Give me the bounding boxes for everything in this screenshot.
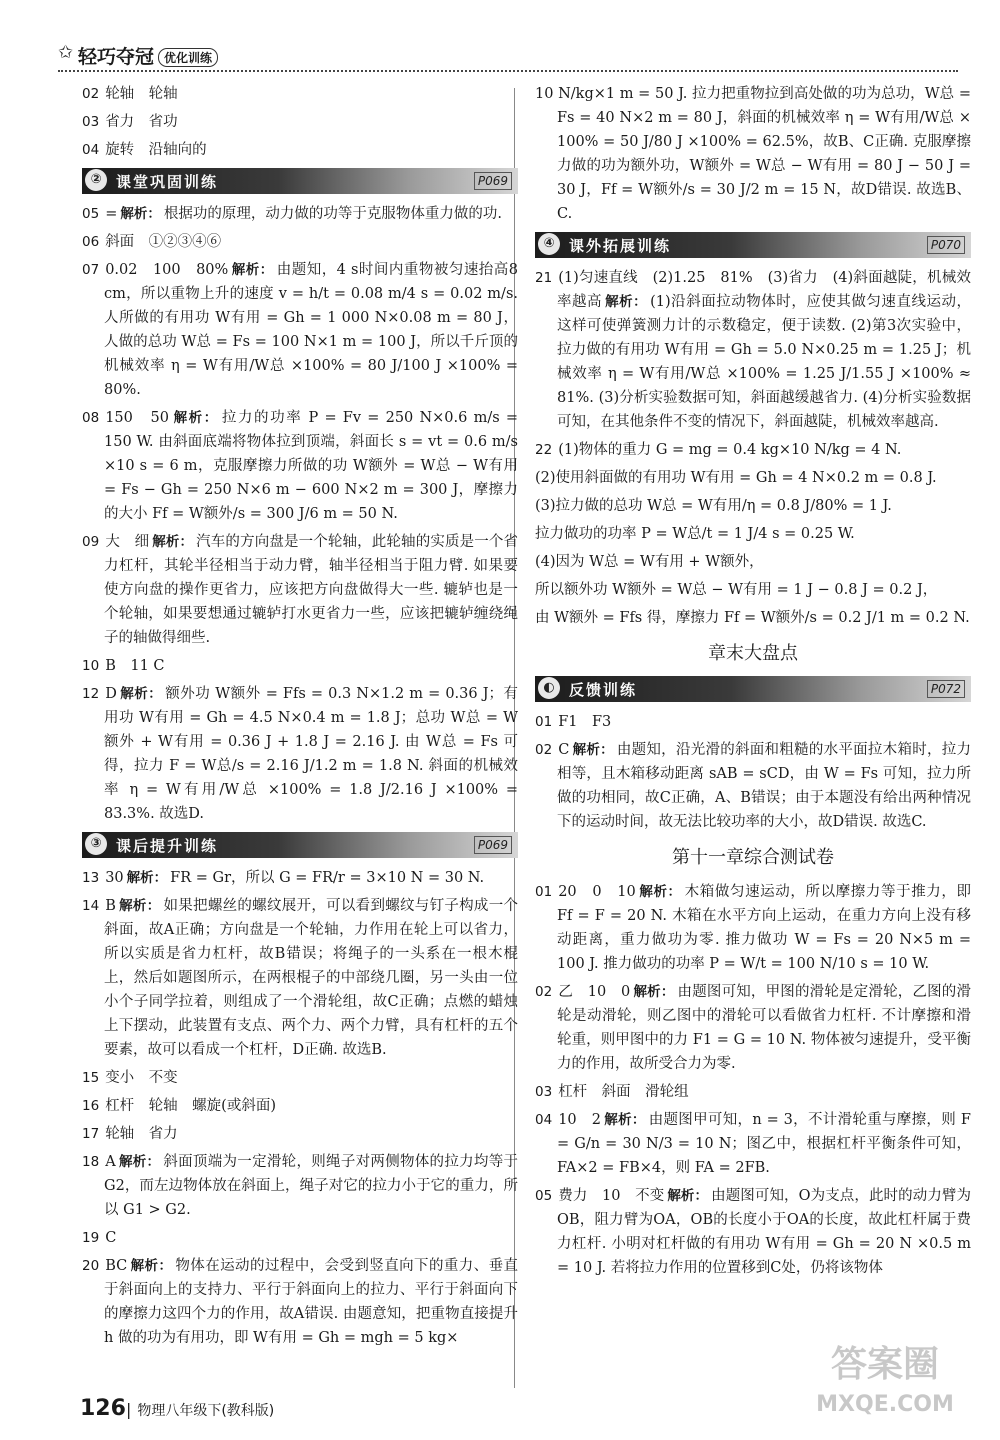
chapter-title: 章末大盘点 [708, 643, 798, 664]
analysis-text: 木箱做匀速运动，所以摩擦力等于推力，即 Ff = F = 20 N. 木箱在水平方向上运动，在重力方向上没有移动距离，重力做功为零. 推力做功 W = Fs = 20 N×5 m = 100 J. 推力做功的功率 P = W/t = 100 N/10 s = 10 W. [557, 884, 972, 972]
section-page-ref: P069 [474, 172, 512, 190]
analysis-text: 由题图可知，O为支点，此时的动力臂为OB，阻力臂为OA，OB的长度小于OA的长度，故此杠杆属于费力杠杆. 小明对杠杆做的有用功 W有用 = Gh = 20 N ×0.5 m = 10 J. 若将拉力作用的位置移到C处，仍将该物体 [557, 1188, 971, 1276]
analysis-label: 解析： [130, 1258, 173, 1274]
watermark-line2: MXQE.COM [816, 1392, 954, 1417]
answer-text: C [558, 742, 570, 758]
section-title: 反馈训练 [569, 681, 638, 699]
answer-text: 10 2 [558, 1112, 601, 1128]
answer-item [535, 738, 971, 834]
answer-item [82, 1226, 518, 1250]
answer-item [82, 138, 518, 162]
page-header [58, 42, 958, 76]
answer-text: 轮轴 轮轴 [105, 86, 178, 102]
answer-text: D [105, 686, 117, 702]
brand-badge: 优化训练 [158, 48, 218, 67]
answer-item [535, 578, 971, 602]
section-title: 课后提升训练 [116, 837, 219, 855]
answer-item [82, 1254, 518, 1350]
answer-item [82, 1066, 518, 1090]
answer-text: 轮轴 省力 [105, 1126, 178, 1142]
answer-text: = [105, 206, 118, 222]
page-number: 126 [80, 1396, 126, 1421]
section-page-ref: P072 [927, 680, 965, 698]
answer-number: 01 [535, 884, 553, 900]
answer-text: (4)因为 W总 = W有用 + W额外， [535, 554, 764, 570]
answer-item [535, 1184, 971, 1280]
answer-text: 10 N/kg×1 m = 50 J. 拉力把重物拉到高处做的功为总功，W总 = Fs = 40 N×2 m = 80 J，斜面的机械效率 η = W有用/W总 × 100% = 50 J/80 J ×100% = 62.5%，故B、C正确. 克服摩擦力做的功为额外功，W额外 = W总 − W有用 = 80 J − 50 J = 30 J，Ff = W额外/s = 30 J/2 m = 15 N，故D错误. 故选B、C. [535, 86, 971, 222]
answer-text: 大 细 [105, 534, 150, 550]
analysis-label: 解析： [633, 984, 675, 1000]
answer-item [535, 266, 971, 434]
answer-item [82, 654, 518, 678]
analysis-label: 解析： [118, 1154, 161, 1170]
answer-number: 03 [535, 1084, 553, 1100]
chapter-title: 第十一章综合测试卷 [672, 847, 834, 868]
answer-number: 06 [82, 234, 100, 250]
analysis-label: 解析： [172, 410, 219, 426]
answer-number: 17 [82, 1126, 100, 1142]
answer-text: 费力 10 不变 [558, 1188, 665, 1204]
analysis-text: 由题知，沿光滑的斜面和粗糙的水平面拉木箱时，拉力相等，且木箱移动距离 sAB = sCD，由 W = Fs 可知，拉力所做的功相同，故C正确，A、B错误；由于本题没有给出两种情况下的运动时间，故无法比较功率的大小，故D错误. 故选C. [557, 742, 972, 830]
answer-item [535, 606, 971, 630]
answer-number: 13 [82, 870, 100, 886]
page-footer: 126| 物理八年级下(教科版) [80, 1396, 275, 1421]
section-band [535, 232, 971, 258]
answer-number: 20 [82, 1258, 100, 1274]
answer-item [82, 258, 518, 402]
answer-item [535, 550, 971, 574]
analysis-text: (1)沿斜面拉动物体时，应使其做匀速直线运动，这样可使弹簧测力计的示数稳定，便于读数. (2)第3次实验中，拉力做的有用功 W有用 = Gh = 5.0 N×0.25 m = 1.25 J；机械效率 η = W有用/W总 ×100% = 1.25 J/1.55 J ×100% ≈ 81%. (3)分析实验数据可知，斜面越缓越省力. (4)分析实验数据可知，在其他条件不变的情况下，斜面越陡，机械效率越高. [557, 294, 972, 430]
answer-item [82, 82, 518, 106]
answer-number: 02 [82, 86, 100, 102]
header-rule [58, 70, 958, 72]
section-band [82, 832, 518, 858]
analysis-label: 解析： [603, 1112, 646, 1128]
section-number-icon: ④ [538, 233, 560, 255]
answer-text: (2)使用斜面做的有用功 W有用 = Gh = 4 N×0.2 m = 0.8 J. [535, 470, 937, 486]
section-page-ref: P070 [927, 236, 965, 254]
answer-item [535, 438, 971, 462]
answer-text: 30 [105, 870, 124, 886]
answer-number: 01 [535, 714, 553, 730]
answer-item [82, 866, 518, 890]
analysis-label: 解析： [118, 898, 161, 914]
answer-text: A [105, 1154, 116, 1170]
section-number-icon: ③ [85, 833, 107, 855]
answer-text: 乙 10 0 [558, 984, 631, 1000]
answer-text: 由 W额外 = Ffs 得，摩擦力 Ff = W额外/s = 0.2 J/1 m = 0.2 N. [535, 610, 970, 626]
answer-item [535, 980, 971, 1076]
analysis-text: 拉力的功率 P = Fv = 250 N×0.6 m/s = 150 W. 由斜面底端将物体拉到顶端，斜面长 s = vt = 0.6 m/s ×10 s = 6 m，克服摩擦力所做的功 W额外 = W总 − W有用 = Fs − Gh = 250 N×6 m − 600 N×2 m = 300 J，摩擦力的大小 Ff = W额外/s = 300 J/6 m = 50 N. [104, 410, 518, 522]
answer-item [82, 530, 518, 650]
answer-number: 14 [82, 898, 100, 914]
answer-number: 15 [82, 1070, 100, 1086]
answer-text: 所以额外功 W额外 = W总 − W有用 = 1 J − 0.8 J = 0.2 J， [535, 582, 938, 598]
answer-text: 斜面 ①②③④⑥ [105, 234, 222, 250]
answer-text: 拉力做功的功率 P = W总/t = 1 J/4 s = 0.25 W. [535, 526, 855, 542]
answer-text: 杠杆 斜面 滑轮组 [558, 1084, 689, 1100]
answer-item [535, 494, 971, 518]
answer-text: BC [105, 1258, 128, 1274]
analysis-text: 斜面顶端为一定滑轮，则绳子对两侧物体的拉力均等于 G2，而左边物体放在斜面上，绳子对它的拉力小于它的重力，所以 G1 > G2. [104, 1154, 519, 1218]
section-number-icon: ◐ [538, 677, 560, 699]
answer-number: 12 [82, 686, 100, 702]
section-title: 课外拓展训练 [569, 237, 672, 255]
book-title: 物理八年级下(教科版) [137, 1403, 275, 1419]
answer-item [82, 110, 518, 134]
analysis-text: 如果把螺丝的螺纹展开，可以看到螺纹与钉子构成一个斜面，故A正确；方向盘是一个轮轴，力作用在轮上可以省力，所以实质是省力杠杆，故B错误；将绳子的一头系在一根木棍上，然后如题图所示，在两根棍子的中部绕几圈，另一头由一位小个子同学拉着，则组成了一个滑轮组，故C正确；点燃的蜡烛上下摆动，此装置有支点、两个力、两个力臂，具有杠杆的五个要素，故可以看成一个杠杆，D正确. 故选B. [104, 898, 519, 1058]
answer-number: 04 [535, 1112, 553, 1128]
answer-number: 04 [82, 142, 100, 158]
analysis-text: 汽车的方向盘是一个轮轴，此轮轴的实质是一个省力杠杆，其轮半径相当于动力臂，轴半径相当于阻力臂. 如果要使方向盘的操作更省力，应该把方向盘做得大一些. 辘轳也是一个轮轴，如果要想通过辘轳打水更省力一些，应该把辘轳缠绕绳子的轴做得细些. [104, 534, 519, 646]
analysis-label: 解析： [231, 262, 274, 278]
section-page-ref: P069 [474, 836, 512, 854]
answer-number: 16 [82, 1098, 100, 1114]
answer-number: 03 [82, 114, 100, 130]
analysis-text: 由题图甲可知，n = 3，不计滑轮重与摩擦，则 F = G/n = 30 N/3 = 10 N；图乙中，根据杠杆平衡条件可知，FA×2 = FB×4，则 FA = 2FB. [557, 1112, 971, 1176]
analysis-label: 解析： [120, 206, 161, 222]
answer-text: 省力 省功 [105, 114, 178, 130]
analysis-label: 解析： [152, 534, 194, 550]
answer-number: 08 [82, 410, 100, 426]
analysis-text: FR = Gr，所以 G = FR/r = 3×10 N = 30 N. [170, 870, 485, 886]
left-column [82, 82, 518, 1354]
analysis-text: 根据功的原理，动力做的功等于克服物体重力做的功. [163, 206, 502, 222]
answer-item [535, 880, 971, 976]
right-column [535, 82, 971, 1284]
analysis-text: 额外功 W额外 = Ffs = 0.3 N×1.2 m = 0.36 J；有用功 W有用 = Gh = 4.5 N×0.4 m = 1.8 J；总功 W总 = W额外 + W有用 = 0.36 J + 1.8 J = 2.16 J. 由 W总 = Fs 可得，拉力 F = W总/s = 2.16 J/1.2 m = 1.8 N. 斜面的机械效率 η = W有用/W总 ×100% = 1.8 J/2.16 J ×100% = 83.3%. 故选D. [104, 686, 518, 822]
answer-text: 20 0 10 [558, 884, 636, 900]
answer-number: 05 [535, 1188, 553, 1204]
answer-item [82, 894, 518, 1062]
answer-item [82, 202, 518, 226]
answer-text: F1 F3 [558, 714, 612, 730]
answer-item [535, 522, 971, 546]
answer-text: 0.02 100 80% [105, 262, 229, 278]
answer-item [82, 1094, 518, 1118]
watermark [795, 1345, 975, 1425]
answer-number: 02 [535, 984, 553, 1000]
analysis-label: 解析： [667, 1188, 709, 1204]
answer-item [535, 82, 971, 226]
star-logo-icon: ✩ [58, 42, 74, 63]
answer-number: 07 [82, 262, 100, 278]
answer-text: 变小 不变 [105, 1070, 178, 1086]
answer-text: 150 50 [105, 410, 169, 426]
answer-text: (1)匀速直线 (2)1.25 81% (3)省力 (4)斜面越陡，机械效率越高 [557, 270, 971, 310]
analysis-label: 解析： [126, 870, 168, 886]
answer-text: B [105, 898, 116, 914]
answer-number: 05 [82, 206, 100, 222]
answer-number: 10 [82, 658, 100, 674]
section-band [535, 676, 971, 702]
answer-item [82, 1122, 518, 1146]
answer-text: (3)拉力做的总功 W总 = W有用/η = 0.8 J/80% = 1 J. [535, 498, 892, 514]
analysis-text: 由题图可知，甲图的滑轮是定滑轮，乙图的滑轮是动滑轮，则乙图中的滑轮可以看做省力杠杆. 不计摩擦和滑轮重，则甲图中的力 F1 = G = 10 N. 物体被匀速提升，受平衡力的作用，故所受合力为零. [557, 984, 971, 1072]
section-band [82, 168, 518, 194]
answer-text: B 11 C [105, 658, 165, 674]
answer-text: (1)物体的重力 G = mg = 0.4 kg×10 N/kg = 4 N. [558, 442, 902, 458]
answer-item [82, 406, 518, 526]
answer-number: 19 [82, 1230, 100, 1246]
answer-number: 22 [535, 442, 553, 458]
answer-number: 21 [535, 270, 553, 286]
section-title: 课堂巩固训练 [116, 173, 219, 191]
section-number-icon: ② [85, 169, 107, 191]
watermark-line1: 答案圈 [830, 1344, 939, 1385]
analysis-label: 解析： [119, 686, 163, 702]
answer-number: 18 [82, 1154, 100, 1170]
answer-text: 旋转 沿轴向的 [105, 142, 207, 158]
answer-item [535, 466, 971, 490]
analysis-label: 解析： [572, 742, 614, 758]
answer-text: 杠杆 轮轴 螺旋(或斜面) [105, 1098, 277, 1114]
answer-item [82, 1150, 518, 1222]
analysis-text: 物体在运动的过程中，会受到竖直向下的重力、垂直于斜面向上的支持力、平行于斜面向上的拉力、平行于斜面向下的摩擦力这四个力的作用，故A错误. 由题意知，把重物直接提升 h 做的功为有用功，即 W有用 = Gh = mgh = 5 kg× [104, 1258, 519, 1346]
analysis-text: 由题知，4 s时间内重物被匀速抬高8 cm，所以重物上升的速度 v = h/t = 0.08 m/4 s = 0.02 m/s. 人所做的有用功 W有用 = Gh = 1 000 N×0.08 m = 80 J，人做的总功 W总 = Fs = 100 N×1 m = 100 J，所以千斤顶的机械效率 η = W有用/W总 ×100% = 80 J/100 J ×100% = 80%. [104, 262, 518, 398]
answer-item [82, 230, 518, 254]
brand-name: 轻巧夺冠 [78, 46, 155, 68]
answer-number: 02 [535, 742, 553, 758]
analysis-label: 解析： [605, 294, 648, 310]
answer-number: 09 [82, 534, 100, 550]
brand-logo [78, 42, 218, 69]
answer-item [535, 1080, 971, 1104]
answer-item [82, 682, 518, 826]
answer-item [535, 1108, 971, 1180]
answer-item [535, 710, 971, 734]
answer-text: C [105, 1230, 117, 1246]
analysis-label: 解析： [638, 884, 682, 900]
